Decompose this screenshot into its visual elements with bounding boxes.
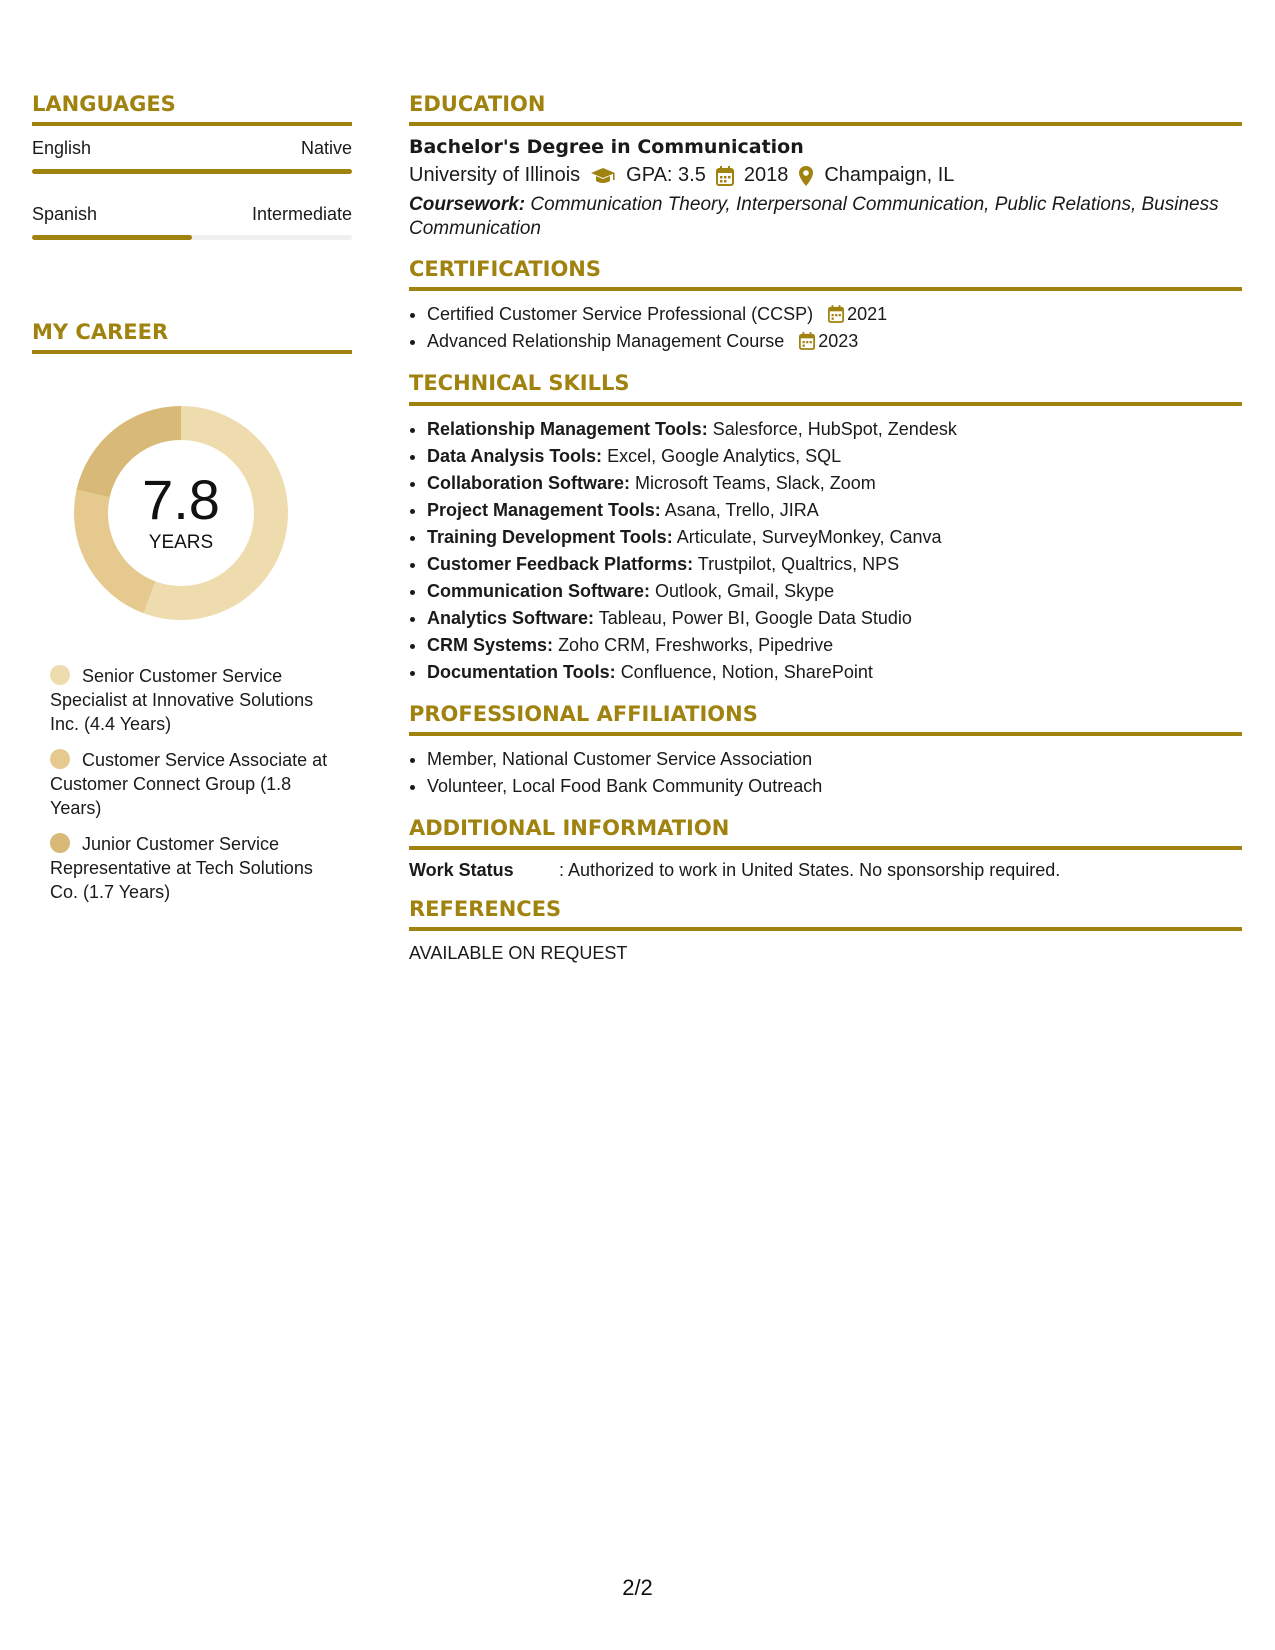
skill-item: • Training Development Tools: Articulate, SurveyMonkey, Canva: [427, 524, 1242, 551]
education-section: [409, 92, 1242, 241]
language-proficiency-fill: [32, 169, 352, 174]
certifications-section: [409, 257, 1242, 355]
language-proficiency-bar: [32, 169, 352, 174]
certification-item: • Advanced Relationship Management Course 2023: [427, 328, 1242, 355]
work-status-label: Work Status: [409, 859, 514, 880]
language-name: English: [32, 138, 92, 159]
calendar-icon: [828, 305, 844, 323]
affiliations-title: PROFESSIONAL AFFILIATIONS: [409, 702, 1242, 736]
certification-item: • Certified Customer Service Professional (CCSP) 2021: [427, 301, 1242, 328]
languages-title: LANGUAGES: [32, 92, 352, 126]
calendar-icon: [799, 332, 815, 350]
certifications-title: CERTIFICATIONS: [409, 257, 1242, 291]
career-donut-chart: [66, 398, 296, 628]
page-number: 2/2: [622, 1575, 653, 1600]
additional-info-title: ADDITIONAL INFORMATION: [409, 816, 1242, 850]
technical-skills-section: [409, 371, 1242, 685]
skill-item: • Communication Software: Outlook, Gmail, Skype: [427, 578, 1242, 605]
legend-dot-icon: [50, 833, 70, 853]
coursework: Coursework: Communication Theory, Interpersonal Communication, Public Relations, Business Communication: [409, 194, 1219, 240]
calendar-icon: [716, 166, 734, 186]
career-legend-item: Senior Customer Service Specialist at Innovative Solutions Inc. (4.4 Years): [50, 666, 314, 735]
references-text: AVAILABLE ON REQUEST: [409, 943, 628, 964]
work-status-row: [409, 860, 1242, 881]
legend-dot-icon: [50, 665, 70, 685]
language-item-english: [32, 138, 352, 174]
career-legend-item: Junior Customer Service Representative at Tech Solutions Co. (1.7 Years): [50, 834, 313, 903]
affiliation-item: • Volunteer, Local Food Bank Community Outreach: [427, 773, 1242, 800]
legend-dot-icon: [50, 749, 70, 769]
technical-skills-title: TECHNICAL SKILLS: [409, 371, 1242, 405]
location-pin-icon: [798, 165, 814, 187]
school-name: University of Illinois: [409, 164, 581, 187]
graduation-cap-icon: [590, 166, 616, 186]
work-status-value: : Authorized to work in United States. No sponsorship required.: [559, 859, 1061, 880]
skill-item: • Analytics Software: Tableau, Power BI, Google Data Studio: [427, 605, 1242, 632]
certifications-list: [409, 301, 1242, 355]
skill-item: • Project Management Tools: Asana, Trello, JIRA: [427, 497, 1242, 524]
education-title: EDUCATION: [409, 92, 1242, 126]
degree-name: Bachelor's Degree in Communication: [409, 136, 804, 159]
language-level: Intermediate: [251, 204, 352, 225]
gpa: GPA: 3.5: [626, 164, 706, 187]
additional-info-section: [409, 816, 1242, 881]
skill-item: • Relationship Management Tools: Salesforce, HubSpot, Zendesk: [427, 416, 1242, 443]
skill-item: • Customer Feedback Platforms: Trustpilot, Qualtrics, NPS: [427, 551, 1242, 578]
language-proficiency-bar: [32, 235, 352, 240]
career-title: MY CAREER: [32, 320, 352, 354]
career-section: [32, 320, 352, 904]
references-section: [409, 897, 1242, 964]
career-total-years: 7.8: [142, 468, 220, 532]
affiliations-section: [409, 702, 1242, 800]
language-item-spanish: [32, 204, 352, 240]
school-location: Champaign, IL: [824, 164, 955, 187]
graduation-year: 2018: [743, 164, 789, 187]
skills-list: [409, 416, 1242, 686]
skill-item: • Collaboration Software: Microsoft Teams, Slack, Zoom: [427, 470, 1242, 497]
skill-item: • Documentation Tools: Confluence, Notion, SharePoint: [427, 659, 1242, 686]
left-column: [32, 92, 352, 916]
language-proficiency-fill: [32, 235, 192, 240]
right-column: [409, 92, 1242, 980]
affiliations-list: [409, 746, 1242, 800]
career-legend: [50, 664, 340, 904]
skill-item: • CRM Systems: Zoho CRM, Freshworks, Pipedrive: [427, 632, 1242, 659]
career-legend-item: Customer Service Associate at Customer Connect Group (1.8 Years): [50, 750, 328, 819]
references-title: REFERENCES: [409, 897, 1242, 931]
career-years-unit: YEARS: [148, 532, 214, 554]
language-level: Native: [300, 138, 352, 159]
language-name: Spanish: [32, 204, 98, 225]
affiliation-item: • Member, National Customer Service Association: [427, 746, 1242, 773]
skill-item: • Data Analysis Tools: Excel, Google Analytics, SQL: [427, 443, 1242, 470]
